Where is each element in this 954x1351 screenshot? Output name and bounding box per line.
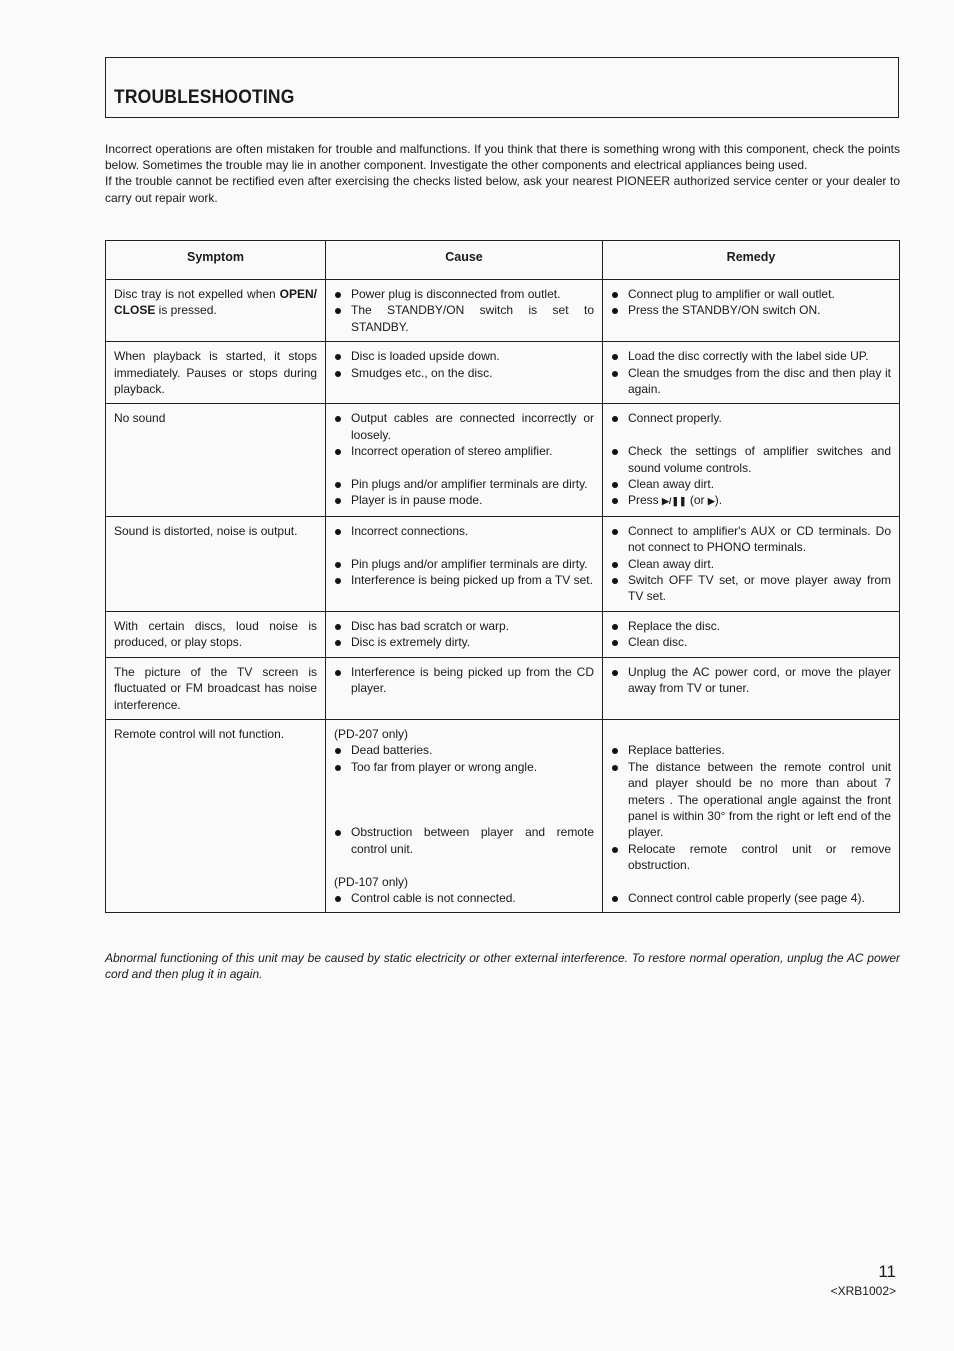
- bullet-icon: [334, 890, 351, 906]
- remedy-cell: [603, 342, 900, 404]
- document-code: <XRB1002>: [830, 1284, 896, 1298]
- play-pause-icon: ▶/❚❚: [662, 496, 687, 507]
- header-remedy: Remedy: [603, 241, 900, 280]
- bullet-icon: [334, 302, 351, 318]
- cause-item: Power plug is disconnected from outlet.: [334, 286, 594, 302]
- symptom-cell: No sound: [106, 404, 326, 516]
- bullet-icon: [334, 476, 351, 492]
- bullet-icon: [334, 664, 351, 680]
- remedy-item: Unplug the AC power cord, or move the player away from TV or tuner.: [611, 664, 891, 697]
- remedy-item: Press the STANDBY/ON switch ON.: [611, 302, 891, 318]
- remedy-item: Connect to amplifier's AUX or CD terminals. Do not connect to PHONO terminals.: [611, 523, 891, 556]
- symptom-text: is pressed.: [155, 303, 217, 318]
- table-row: [106, 516, 900, 611]
- table-row: [106, 719, 900, 912]
- intro-text: [105, 141, 900, 206]
- model-note: (PD-207 only): [334, 726, 409, 741]
- remedy-item: Press ▶/❚❚ (or ▶).: [611, 492, 891, 509]
- play-icon: ▶: [707, 496, 715, 507]
- page-title: TROUBLESHOOTING: [114, 87, 295, 108]
- cause-item: Smudges etc., on the disc.: [334, 365, 594, 381]
- table-row: [106, 611, 900, 657]
- bullet-icon: [611, 742, 628, 758]
- bullet-icon: [334, 410, 351, 426]
- bullet-icon: [611, 841, 628, 857]
- bullet-icon: [611, 759, 628, 775]
- bullet-icon: [334, 556, 351, 572]
- symptom-cell: When playback is started, it stops immediately. Pauses or stops during playback.: [106, 342, 326, 404]
- bullet-icon: [611, 523, 628, 539]
- bullet-icon: [334, 742, 351, 758]
- bullet-icon: [611, 476, 628, 492]
- cause-item: Incorrect connections.: [334, 523, 594, 539]
- remedy-item: Replace batteries.: [611, 742, 891, 758]
- bullet-icon: [334, 572, 351, 588]
- bullet-icon: [611, 572, 628, 588]
- troubleshooting-table: [105, 240, 900, 913]
- bullet-icon: [334, 365, 351, 381]
- symptom-cell: [106, 280, 326, 342]
- symptom-cell: With certain discs, loud noise is produced, or play stops.: [106, 611, 326, 657]
- bullet-icon: [334, 634, 351, 650]
- remedy-item: Clean the smudges from the disc and then play it again.: [611, 365, 891, 398]
- table-row: [106, 404, 900, 516]
- symptom-cell: Remote control will not function.: [106, 719, 326, 912]
- cause-cell: [326, 719, 603, 912]
- remedy-item: Replace the disc.: [611, 618, 891, 634]
- model-note: (PD-107 only): [334, 874, 409, 889]
- bullet-icon: [611, 443, 628, 459]
- intro-paragraph-2: If the trouble cannot be rectified even after exercising the checks listed below, ask your nearest PIONEER authorized service center or your dealer to carry out repair work.: [105, 174, 900, 205]
- bullet-icon: [334, 759, 351, 775]
- bullet-icon: [611, 286, 628, 302]
- cause-item: Pin plugs and/or amplifier terminals are dirty.: [334, 476, 594, 492]
- remedy-cell: [603, 280, 900, 342]
- remedy-item: Relocate remote control unit or remove obstruction.: [611, 841, 891, 874]
- page-number: 11: [878, 1262, 896, 1281]
- symptom-cell: The picture of the TV screen is fluctuated or FM broadcast has noise interference.: [106, 657, 326, 719]
- bullet-icon: [334, 286, 351, 302]
- cause-item: Pin plugs and/or amplifier terminals are dirty.: [334, 556, 594, 572]
- cause-cell: [326, 611, 603, 657]
- remedy-item: Connect properly.: [611, 410, 891, 426]
- cause-item: Output cables are connected incorrectly or loosely.: [334, 410, 594, 443]
- bullet-icon: [334, 824, 351, 840]
- remedy-item: Switch OFF TV set, or move player away from TV set.: [611, 572, 891, 605]
- open-close-key-label: OPEN/ CLOSE: [114, 287, 317, 318]
- bullet-icon: [334, 618, 351, 634]
- cause-item: Obstruction between player and remote control unit.: [334, 824, 594, 857]
- bullet-icon: [611, 556, 628, 572]
- cause-item: Player is in pause mode.: [334, 492, 594, 508]
- bullet-icon: [334, 443, 351, 459]
- cause-item: Disc is extremely dirty.: [334, 634, 594, 650]
- remedy-item: Load the disc correctly with the label side UP.: [611, 348, 891, 364]
- bullet-icon: [611, 890, 628, 906]
- remedy-cell: [603, 719, 900, 912]
- cause-item: Interference is being picked up from the CD player.: [334, 664, 594, 697]
- bullet-icon: [611, 348, 628, 364]
- bullet-icon: [611, 302, 628, 318]
- symptom-cell: Sound is distorted, noise is output.: [106, 516, 326, 611]
- bullet-icon: [611, 492, 628, 508]
- cause-item: Dead batteries.: [334, 742, 594, 758]
- cause-item: Interference is being picked up from a TV set.: [334, 572, 594, 588]
- bullet-icon: [334, 492, 351, 508]
- table-row: [106, 280, 900, 342]
- remedy-item: The distance between the remote control unit and player should be no more than about 7 meters . The operational angle against the front panel is within 30° from the right or left end of the player.: [611, 759, 891, 841]
- remedy-item: Connect control cable properly (see page 4).: [611, 890, 891, 906]
- cause-cell: [326, 516, 603, 611]
- bullet-icon: [611, 618, 628, 634]
- table-row: [106, 342, 900, 404]
- remedy-item: Check the settings of amplifier switches and sound volume controls.: [611, 443, 891, 476]
- remedy-item: Clean away dirt.: [611, 476, 891, 492]
- title-box: [105, 57, 899, 118]
- remedy-cell: [603, 657, 900, 719]
- remedy-cell: [603, 516, 900, 611]
- symptom-text: Disc tray is not expelled when: [114, 287, 280, 301]
- bullet-icon: [334, 348, 351, 364]
- bullet-icon: [611, 365, 628, 381]
- cause-cell: [326, 404, 603, 516]
- bullet-icon: [611, 634, 628, 650]
- bullet-icon: [611, 664, 628, 680]
- bullet-icon: [334, 523, 351, 539]
- remedy-cell: [603, 404, 900, 516]
- table-header-row: [106, 241, 900, 280]
- cause-item: The STANDBY/ON switch is set to STANDBY.: [334, 302, 594, 335]
- cause-item: Control cable is not connected.: [334, 890, 594, 906]
- cause-item: Disc is loaded upside down.: [334, 348, 594, 364]
- cause-item: Too far from player or wrong angle.: [334, 759, 594, 775]
- bullet-icon: [611, 410, 628, 426]
- remedy-item: Clean away dirt.: [611, 556, 891, 572]
- cause-item: Incorrect operation of stereo amplifier.: [334, 443, 594, 459]
- cause-cell: [326, 280, 603, 342]
- cause-item: Disc has bad scratch or warp.: [334, 618, 594, 634]
- remedy-item: Connect plug to amplifier or wall outlet.: [611, 286, 891, 302]
- intro-paragraph-1: Incorrect operations are often mistaken for trouble and malfunctions. If you think that there is something wrong with this component, check the points below. Sometimes the trouble may lie in another component. Investigate the other components and electrical appliances being used.: [105, 142, 900, 173]
- cause-cell: [326, 657, 603, 719]
- cause-cell: [326, 342, 603, 404]
- remedy-item: Clean disc.: [611, 634, 891, 650]
- static-electricity-note: Abnormal functioning of this unit may be caused by static electricity or other external interference. To restore normal operation, unplug the AC power cord and then plug it in again.: [105, 951, 900, 982]
- header-cause: Cause: [326, 241, 603, 280]
- remedy-cell: [603, 611, 900, 657]
- table-row: [106, 657, 900, 719]
- header-symptom: Symptom: [106, 241, 326, 280]
